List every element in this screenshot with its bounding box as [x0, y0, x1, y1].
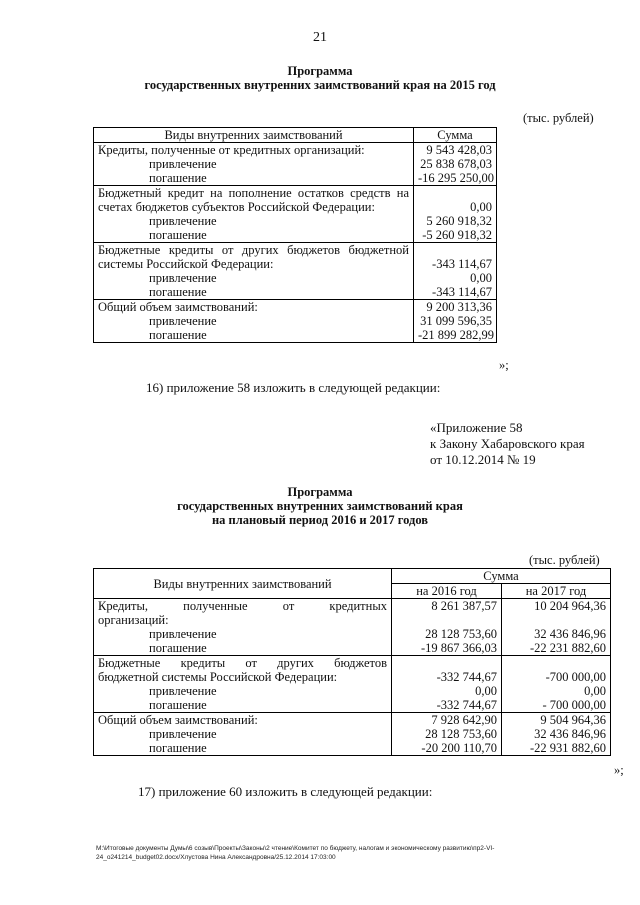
row-value-2017: 0,00	[502, 684, 611, 698]
table-row	[94, 228, 497, 243]
row-label-line1: Бюджетный кредит на пополнение остатков средств на	[98, 186, 409, 200]
table-row	[94, 300, 497, 315]
row-label: погашение	[94, 328, 414, 343]
table2-header-row	[94, 569, 611, 584]
approval-line2: к Закону Хабаровского края	[430, 436, 585, 451]
table2-header-2017: на 2017 год	[502, 584, 611, 599]
table2-title-line1: Программа	[287, 485, 353, 499]
row-value-2017: - 700 000,00	[502, 698, 611, 713]
row-value: 9 200 313,36	[414, 300, 497, 315]
row-label-line2: системы Российской Федерации:	[98, 257, 274, 271]
row-label: привлечение	[94, 214, 414, 228]
table1	[93, 127, 497, 343]
table1-title-line2: государственных внутренних заимствований края на 2015 год	[144, 78, 496, 92]
row-label-line2: бюджетной системы Российской Федерации:	[98, 670, 338, 684]
table-row	[94, 641, 611, 656]
paragraph-17: 17) приложение 60 изложить в следующей редакции:	[138, 784, 433, 799]
table2-title-line2: государственных внутренних заимствований края	[177, 499, 463, 513]
approval-line3: от 10.12.2014 № 19	[430, 452, 536, 467]
table-row	[94, 285, 497, 300]
row-label-line1: Бюджетные кредиты от других бюджетов	[98, 656, 387, 670]
row-label: погашение	[94, 285, 414, 300]
row-label	[94, 186, 414, 215]
table2-unit: (тыс. рублей)	[529, 553, 600, 567]
table-row	[94, 741, 611, 756]
row-label: привлечение	[94, 271, 414, 285]
row-value-2017: 10 204 964,36	[502, 599, 611, 628]
table2-header-2016: на 2016 год	[392, 584, 502, 599]
row-label: погашение	[94, 171, 414, 186]
row-label: привлечение	[94, 157, 414, 171]
table2-header-sum: Сумма	[392, 569, 611, 584]
row-label-line1: Кредиты, полученные от кредитных	[98, 599, 387, 613]
row-label: Кредиты, полученные от кредитных организаций:	[94, 143, 414, 158]
row-label: погашение	[94, 741, 392, 756]
table-row	[94, 698, 611, 713]
table-row	[94, 328, 497, 343]
table2	[93, 568, 611, 756]
table-row	[94, 271, 497, 285]
table-row	[94, 627, 611, 641]
table1-header-kind: Виды внутренних заимствований	[94, 128, 414, 143]
row-label: погашение	[94, 698, 392, 713]
paragraph-16: 16) приложение 58 изложить в следующей редакции:	[146, 380, 441, 395]
page-number: 21	[313, 30, 327, 45]
row-value-2016: -332 744,67	[392, 698, 502, 713]
table1-end-mark: »;	[499, 358, 509, 372]
approval-block	[430, 420, 585, 468]
table2-end-mark: »;	[614, 763, 624, 777]
row-value-2017: -22 231 882,60	[502, 641, 611, 656]
row-label	[94, 656, 392, 685]
row-value-2016: 28 128 753,60	[392, 727, 502, 741]
table2-title	[0, 485, 640, 527]
row-value: 25 838 678,03	[414, 157, 497, 171]
row-value: 0,00	[414, 271, 497, 285]
row-value-2016: -20 200 110,70	[392, 741, 502, 756]
table1-title-line1: Программа	[287, 64, 353, 78]
table-row	[94, 214, 497, 228]
row-value: -21 899 282,99	[414, 328, 497, 343]
table-row	[94, 186, 497, 215]
row-value-2016: 28 128 753,60	[392, 627, 502, 641]
row-label-line2: счетах бюджетов субъектов Российской Федерации:	[98, 200, 375, 214]
table-row	[94, 157, 497, 171]
row-label: привлечение	[94, 314, 414, 328]
table-row	[94, 314, 497, 328]
row-value: 9 543 428,03	[414, 143, 497, 158]
table1-title	[0, 64, 640, 92]
row-value: -343 114,67	[414, 243, 497, 272]
row-label: привлечение	[94, 684, 392, 698]
row-value-2017: -22 931 882,60	[502, 741, 611, 756]
row-label: погашение	[94, 641, 392, 656]
row-label	[94, 243, 414, 272]
row-value-2016: -332 744,67	[392, 656, 502, 685]
row-value: 5 260 918,32	[414, 214, 497, 228]
table-row	[94, 713, 611, 728]
row-value-2017: -700 000,00	[502, 656, 611, 685]
table-row	[94, 143, 497, 158]
approval-line1: «Приложение 58	[430, 420, 523, 435]
row-label: Общий объем заимствований:	[94, 713, 392, 728]
row-value-2017: 9 504 964,36	[502, 713, 611, 728]
row-label-line2: организаций:	[98, 613, 169, 627]
row-value: -5 260 918,32	[414, 228, 497, 243]
row-label: погашение	[94, 228, 414, 243]
row-value-2016: 7 928 642,90	[392, 713, 502, 728]
row-label-line1: Бюджетные кредиты от других бюджетов бюджетной	[98, 243, 409, 257]
table1-unit: (тыс. рублей)	[523, 111, 594, 125]
row-value-2016: -19 867 366,03	[392, 641, 502, 656]
row-value: 0,00	[414, 186, 497, 215]
row-value: -16 295 250,00	[414, 171, 497, 186]
file-path-footer: M:\Итоговые документы Думы\6 созыв\Проекты\Законы\2 чтение\Комитет по бюджету, налогам и экономическому развитию\пр2-VI-24_o241214_budget02.docx/Хлустова Нина Александровна/25.12.2014 17:03:00	[96, 845, 495, 861]
table-row	[94, 656, 611, 685]
row-value: -343 114,67	[414, 285, 497, 300]
table1-header-row	[94, 128, 497, 143]
row-value-2017: 32 436 846,96	[502, 627, 611, 641]
table2-title-line3: на плановый период 2016 и 2017 годов	[211, 513, 429, 527]
table-row	[94, 243, 497, 272]
row-label	[94, 599, 392, 628]
row-value: 31 099 596,35	[414, 314, 497, 328]
row-value-2016: 0,00	[392, 684, 502, 698]
row-label: привлечение	[94, 727, 392, 741]
row-label: привлечение	[94, 627, 392, 641]
table-row	[94, 599, 611, 628]
table1-header-sum: Сумма	[414, 128, 497, 143]
row-value-2016: 8 261 387,57	[392, 599, 502, 628]
table2-header-kind: Виды внутренних заимствований	[94, 569, 392, 599]
table-row	[94, 727, 611, 741]
row-value-2017: 32 436 846,96	[502, 727, 611, 741]
table-row	[94, 171, 497, 186]
table-row	[94, 684, 611, 698]
row-label: Общий объем заимствований:	[94, 300, 414, 315]
